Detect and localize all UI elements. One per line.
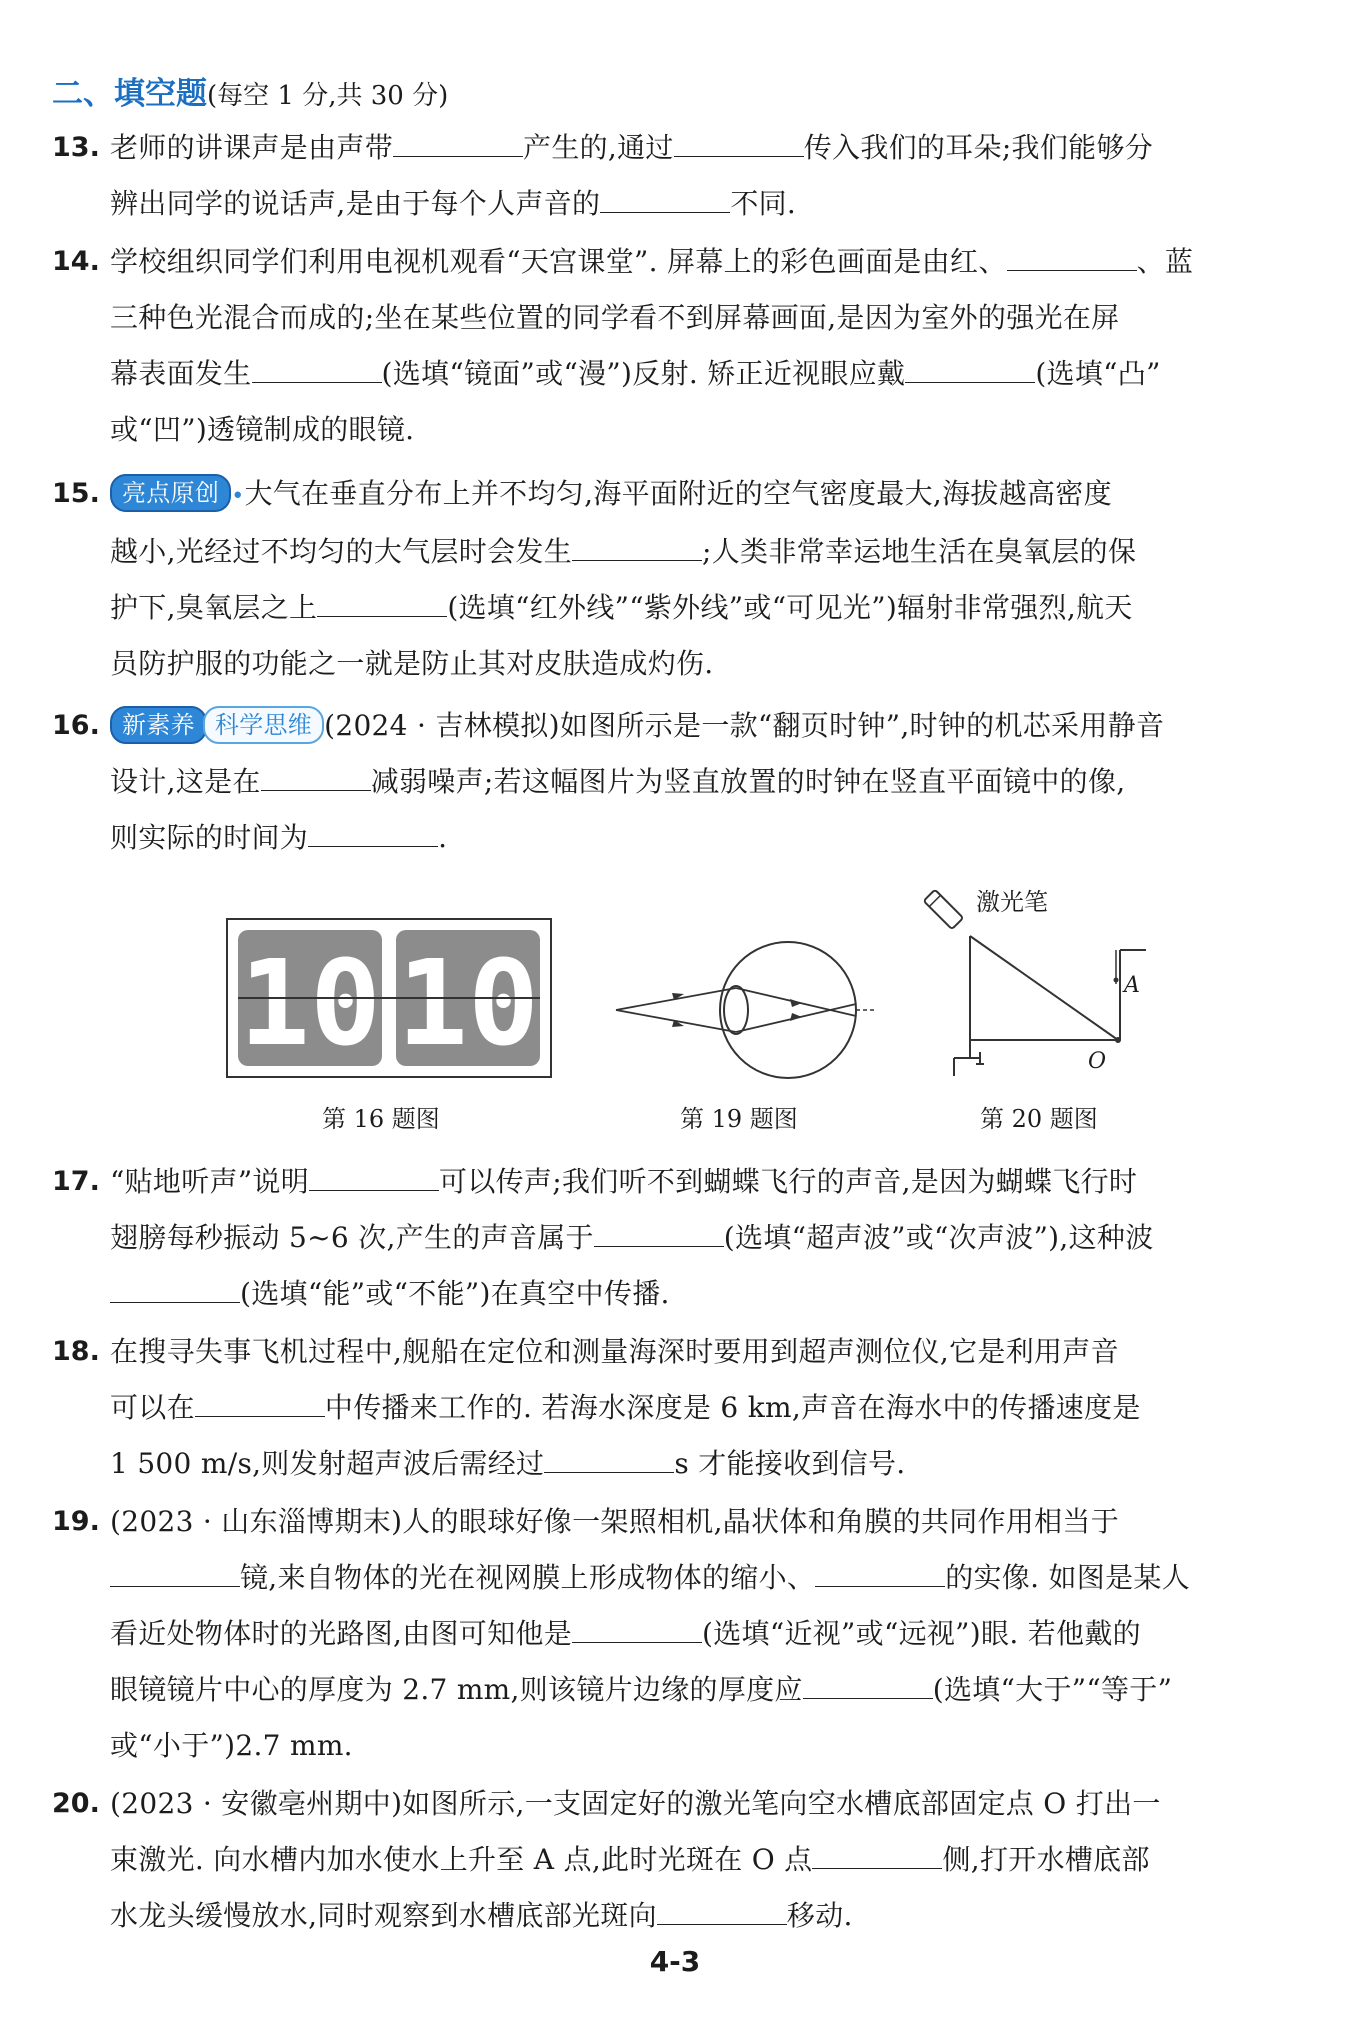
- answer-blank[interactable]: [674, 126, 804, 157]
- answer-blank[interactable]: [572, 530, 702, 561]
- question-14-number: 14.: [52, 246, 100, 277]
- question-19-line-1: (2023 · 山东淄博期末)人的眼球好像一架照相机,晶状体和角膜的共同作用相当于: [110, 1505, 1120, 1538]
- clock-digits-right: 10: [396, 934, 540, 1072]
- point-a-label: A: [1124, 973, 1140, 998]
- question-20-line-3: 水龙头缓慢放水,同时观察到水槽底部光斑向 移动.: [110, 1894, 853, 1938]
- question-16-number: 16.: [52, 710, 100, 741]
- answer-blank[interactable]: [252, 352, 382, 383]
- question-13-line-2: 辨出同学的说话声,是由于每个人声音的 不同.: [110, 182, 796, 226]
- question-15-number: 15.: [52, 478, 100, 509]
- question-15-line-4: 员防护服的功能之一就是防止其对皮肤造成灼伤.: [110, 647, 714, 680]
- figure-19-caption: 第 19 题图: [680, 1105, 798, 1133]
- answer-blank[interactable]: [309, 1160, 439, 1191]
- question-19-line-3: 看近处物体时的光路图,由图可知他是 (选填“近视”或“远视”)眼. 若他戴的: [110, 1612, 1141, 1656]
- answer-blank[interactable]: [261, 760, 371, 791]
- answer-blank[interactable]: [600, 182, 730, 213]
- answer-blank[interactable]: [1007, 240, 1137, 271]
- question-17-line-2: 翅膀每秒振动 5~6 次,产生的声音属于 (选填“超声波”或“次声波”),这种波: [110, 1216, 1154, 1260]
- question-17-number: 17.: [52, 1166, 100, 1197]
- question-18-number: 18.: [52, 1336, 100, 1367]
- question-18-line-2: 可以在 中传播来工作的. 若海水深度是 6 km,声音在海水中的传播速度是: [110, 1386, 1141, 1430]
- answer-blank[interactable]: [803, 1668, 933, 1699]
- question-14-line-3: 幕表面发生 (选填“镜面”或“漫”)反射. 矫正近视眼应戴 (选填“凸”: [110, 352, 1161, 396]
- answer-blank[interactable]: [572, 1612, 702, 1643]
- section-heading: 二、填空题: [52, 76, 207, 112]
- question-17-line-3: (选填“能”或“不能”)在真空中传播.: [110, 1272, 670, 1316]
- answer-blank[interactable]: [110, 1556, 240, 1587]
- question-19-number: 19.: [52, 1506, 100, 1537]
- question-13-line-1: 老师的讲课声是由声带 产生的,通过 传入我们的耳朵;我们能够分: [110, 126, 1153, 170]
- figure-20-caption: 第 20 题图: [980, 1105, 1098, 1133]
- laser-pen-label: 激光笔: [976, 888, 1048, 916]
- question-19-line-5: 或“小于”)2.7 mm.: [110, 1729, 353, 1762]
- figure-16-caption: 第 16 题图: [322, 1105, 440, 1133]
- answer-blank[interactable]: [657, 1894, 787, 1925]
- answer-blank[interactable]: [812, 1838, 942, 1869]
- answer-blank[interactable]: [393, 126, 523, 157]
- question-14-line-2: 三种色光混合而成的;坐在某些位置的同学看不到屏幕画面,是因为室外的强光在屏: [110, 301, 1120, 334]
- page-number: 4-3: [649, 1945, 701, 1978]
- question-20-line-2: 束激光. 向水槽内加水使水上升至 A 点,此时光斑在 O 点 侧,打开水槽底部: [110, 1838, 1150, 1882]
- question-20-line-1: (2023 · 安徽亳州期中)如图所示,一支固定好的激光笔向空水槽底部固定点 O 打出一: [110, 1787, 1161, 1820]
- answer-blank[interactable]: [815, 1556, 945, 1587]
- answer-blank[interactable]: [594, 1216, 724, 1247]
- question-16-line-1: 新素养 科学思维 (2024 · 吉林模拟)如图所示是一款“翻页时钟”,时钟的机芯采用静音: [110, 704, 1164, 748]
- scientific-thinking-badge: 科学思维: [203, 706, 324, 744]
- clock-digits-left: 10: [238, 934, 382, 1072]
- question-16-line-3: 则实际的时间为 .: [110, 816, 447, 860]
- question-19-line-4: 眼镜镜片中心的厚度为 2.7 mm,则该镜片边缘的厚度应 (选填“大于”“等于”: [110, 1668, 1172, 1712]
- question-20-number: 20.: [52, 1788, 100, 1819]
- question-13-number: 13.: [52, 132, 100, 163]
- question-18-line-3: 1 500 m/s,则发射超声波后需经过 s 才能接收到信号.: [110, 1442, 906, 1486]
- question-14-line-4: 或“凹”)透镜制成的眼镜.: [110, 413, 415, 446]
- eye-ray-diagram: [606, 930, 886, 1090]
- bullet-dot-icon: •: [231, 484, 245, 509]
- question-15-line-2: 越小,光经过不均匀的大气层时会发生 ;人类非常幸运地生活在臭氧层的保: [110, 530, 1136, 574]
- question-14-line-1: 学校组织同学们利用电视机观看“天宫课堂”. 屏幕上的彩色画面是由红、 、蓝: [110, 240, 1193, 284]
- answer-blank[interactable]: [544, 1442, 674, 1473]
- flip-clock-figure: [226, 918, 552, 1078]
- section-title: [52, 72, 448, 118]
- question-16-line-2: 设计,这是在 减弱噪声;若这幅图片为竖直放置的时钟在竖直平面镜中的像,: [110, 760, 1125, 804]
- highlight-original-badge: 亮点原创: [110, 474, 231, 512]
- answer-blank[interactable]: [195, 1386, 325, 1417]
- point-o-label: O: [1088, 1049, 1107, 1074]
- question-15-line-1: 亮点原创 •大气在垂直分布上并不均匀,海平面附近的空气密度最大,海拔越高密度: [110, 472, 1112, 519]
- answer-blank[interactable]: [308, 816, 438, 847]
- new-literacy-badge: 新素养: [110, 706, 207, 744]
- answer-blank[interactable]: [905, 352, 1035, 383]
- laser-tank-diagram: [920, 880, 1150, 1090]
- question-15-line-3: 护下,臭氧层之上 (选填“红外线”“紫外线”或“可见光”)辐射非常强烈,航天: [110, 586, 1133, 630]
- answer-blank[interactable]: [317, 586, 447, 617]
- answer-blank[interactable]: [110, 1272, 240, 1303]
- section-note: (每空 1 分,共 30 分): [207, 81, 449, 111]
- question-18-line-1: 在搜寻失事飞机过程中,舰船在定位和测量海深时要用到超声测位仪,它是利用声音: [110, 1335, 1119, 1368]
- question-17-line-1: “贴地听声”说明 可以传声;我们听不到蝴蝶飞行的声音,是因为蝴蝶飞行时: [110, 1160, 1137, 1204]
- question-19-line-2: 镜,来自物体的光在视网膜上形成物体的缩小、 的实像. 如图是某人: [110, 1556, 1190, 1600]
